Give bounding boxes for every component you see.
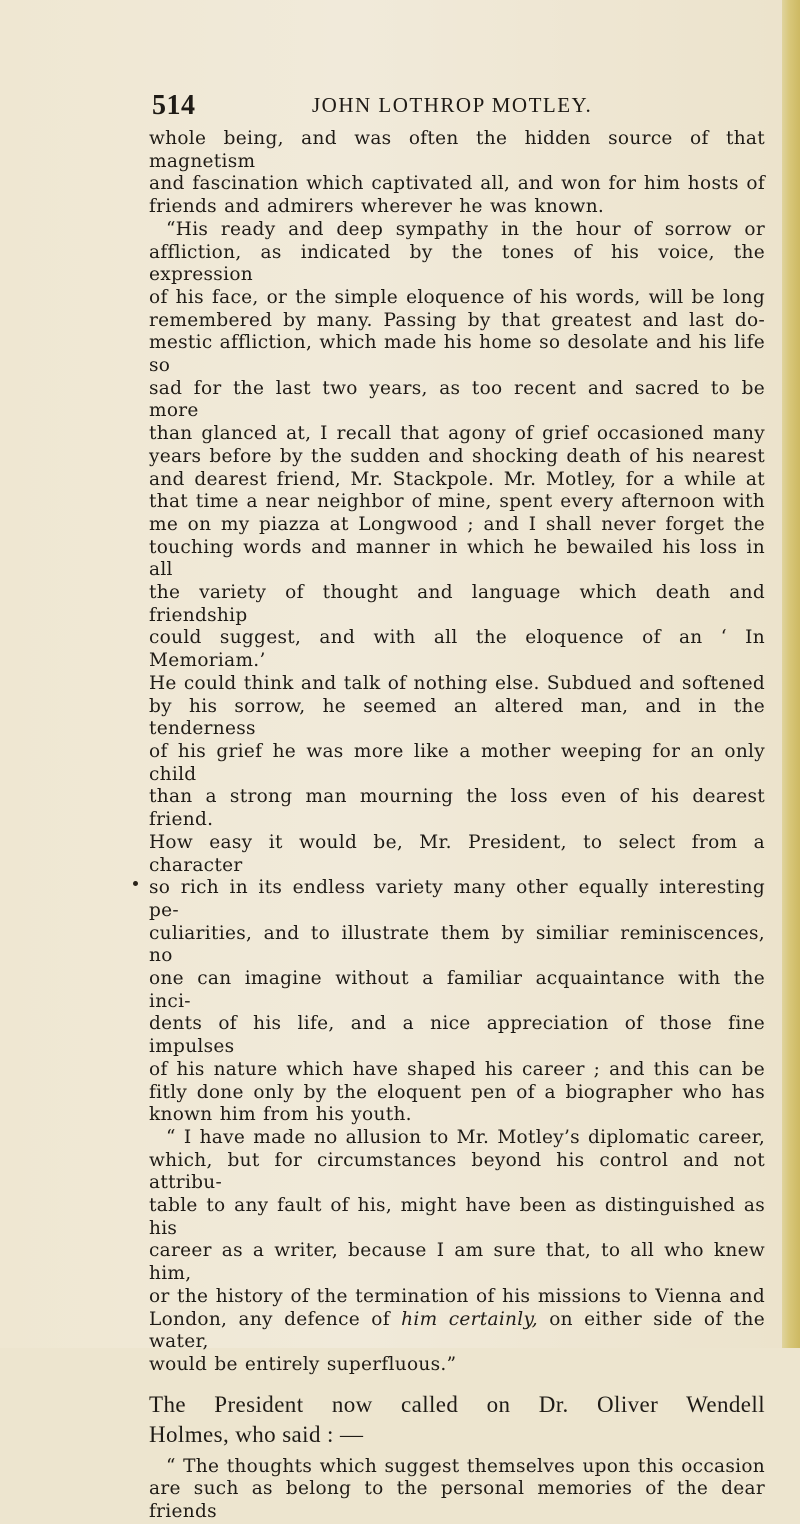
narration — [149, 1390, 765, 1450]
text-line: “His ready and deep sympathy in the hour of sorrow or — [166, 218, 765, 240]
page-text — [149, 128, 765, 1524]
text-line: How easy it would be, Mr. President, to select from a character — [149, 831, 765, 876]
text-line: years before by the sudden and shocking death of his nearest — [149, 445, 765, 467]
text-line-with-italic — [149, 1309, 765, 1354]
text-line: me on my piazza at Longwood ; and I shall never forget the — [149, 513, 765, 535]
text-line: that time a near neighbor of mine, spent every afternoon with — [149, 491, 765, 513]
text-line: so rich in its endless variety many other equally interesting pe- — [149, 877, 765, 921]
text-line: and fascination which captivated all, and won for him hosts of — [149, 173, 765, 195]
text-segment: London, any defence of — [149, 1308, 402, 1330]
text-line: than glanced at, I recall that agony of grief occasioned many — [149, 423, 765, 445]
text-line: touching words and manner in which he bewailed his loss in all — [149, 536, 765, 581]
narration-line: Holmes, who said : — — [149, 1421, 364, 1447]
text-line: and dearest friend, Mr. Stackpole. Mr. Motley, for a while at — [149, 468, 765, 490]
text-line: mestic affliction, which made his home so desolate and his life so — [149, 332, 765, 377]
text-line: dents of his life, and a nice appreciation of those fine impulses — [149, 1013, 765, 1058]
text-line: “ I have made no allusion to Mr. Motley’s diplomatic career, — [166, 1126, 765, 1148]
text-line: affliction, as indicated by the tones of his voice, the expression — [149, 241, 765, 286]
text-line: known him from his youth. — [149, 1104, 412, 1126]
text-line: or the history of the termination of his missions to Vienna and — [149, 1285, 765, 1307]
text-line: He could think and talk of nothing else. Subdued and softened — [149, 672, 765, 694]
text-line: fitly done only by the eloquent pen of a biographer who has — [149, 1081, 765, 1103]
text-line: culiarities, and to illustrate them by similiar reminiscences, no — [149, 922, 765, 967]
text-line: of his nature which have shaped his career ; and this can be — [149, 1058, 765, 1080]
text-line: remembered by many. Passing by that greatest and last do- — [149, 309, 765, 331]
text-line: which, but for circumstances beyond his control and not attribu- — [149, 1149, 765, 1194]
running-head — [0, 82, 782, 122]
text-line: would be entirely superfluous.” — [149, 1353, 457, 1375]
text-line: one can imagine without a familiar acquaintance with the inci- — [149, 968, 765, 1012]
text-line: of his face, or the simple eloquence of his words, will be long — [149, 286, 765, 308]
text-line: friends and admirers wherever he was known. — [149, 196, 605, 218]
text-line: by his sorrow, he seemed an altered man, and in the tenderness — [149, 695, 765, 740]
text-line: career as a writer, because I am sure that, to all who knew him, — [149, 1240, 765, 1285]
quoted-speech — [149, 128, 765, 1377]
text-line: “ The thoughts which suggest themselves upon this occasion — [166, 1455, 765, 1477]
page-edge — [782, 0, 800, 1348]
text-line: whole being, and was often the hidden source of that magnetism — [149, 128, 765, 172]
text-segment: on either side of the water, — [149, 1308, 765, 1353]
text-line: sad for the last two years, as too recent and sacred to be more — [149, 377, 765, 422]
running-title: JOHN LOTHROP MOTLEY. — [312, 93, 593, 117]
page-number: 514 — [152, 90, 196, 121]
text-line: could suggest, and with all the eloquence of an ‘ In Memoriam.’ — [149, 627, 765, 672]
text-line: are such as belong to the personal memories of the dear friends — [149, 1478, 765, 1523]
holmes-speech-start — [149, 1456, 765, 1524]
text-line: the variety of thought and language which death and friendship — [149, 582, 765, 626]
text-line: of his grief he was more like a mother weeping for an only child — [149, 740, 765, 785]
italic-phrase: him certainly, — [401, 1308, 538, 1330]
narration-line: The President now called on Dr. Oliver Wendell — [149, 1391, 765, 1417]
margin-speck — [133, 881, 138, 886]
text-line: than a strong man mourning the loss even of his dearest friend. — [149, 786, 765, 831]
text-line: table to any fault of his, might have been as distinguished as his — [149, 1195, 765, 1239]
